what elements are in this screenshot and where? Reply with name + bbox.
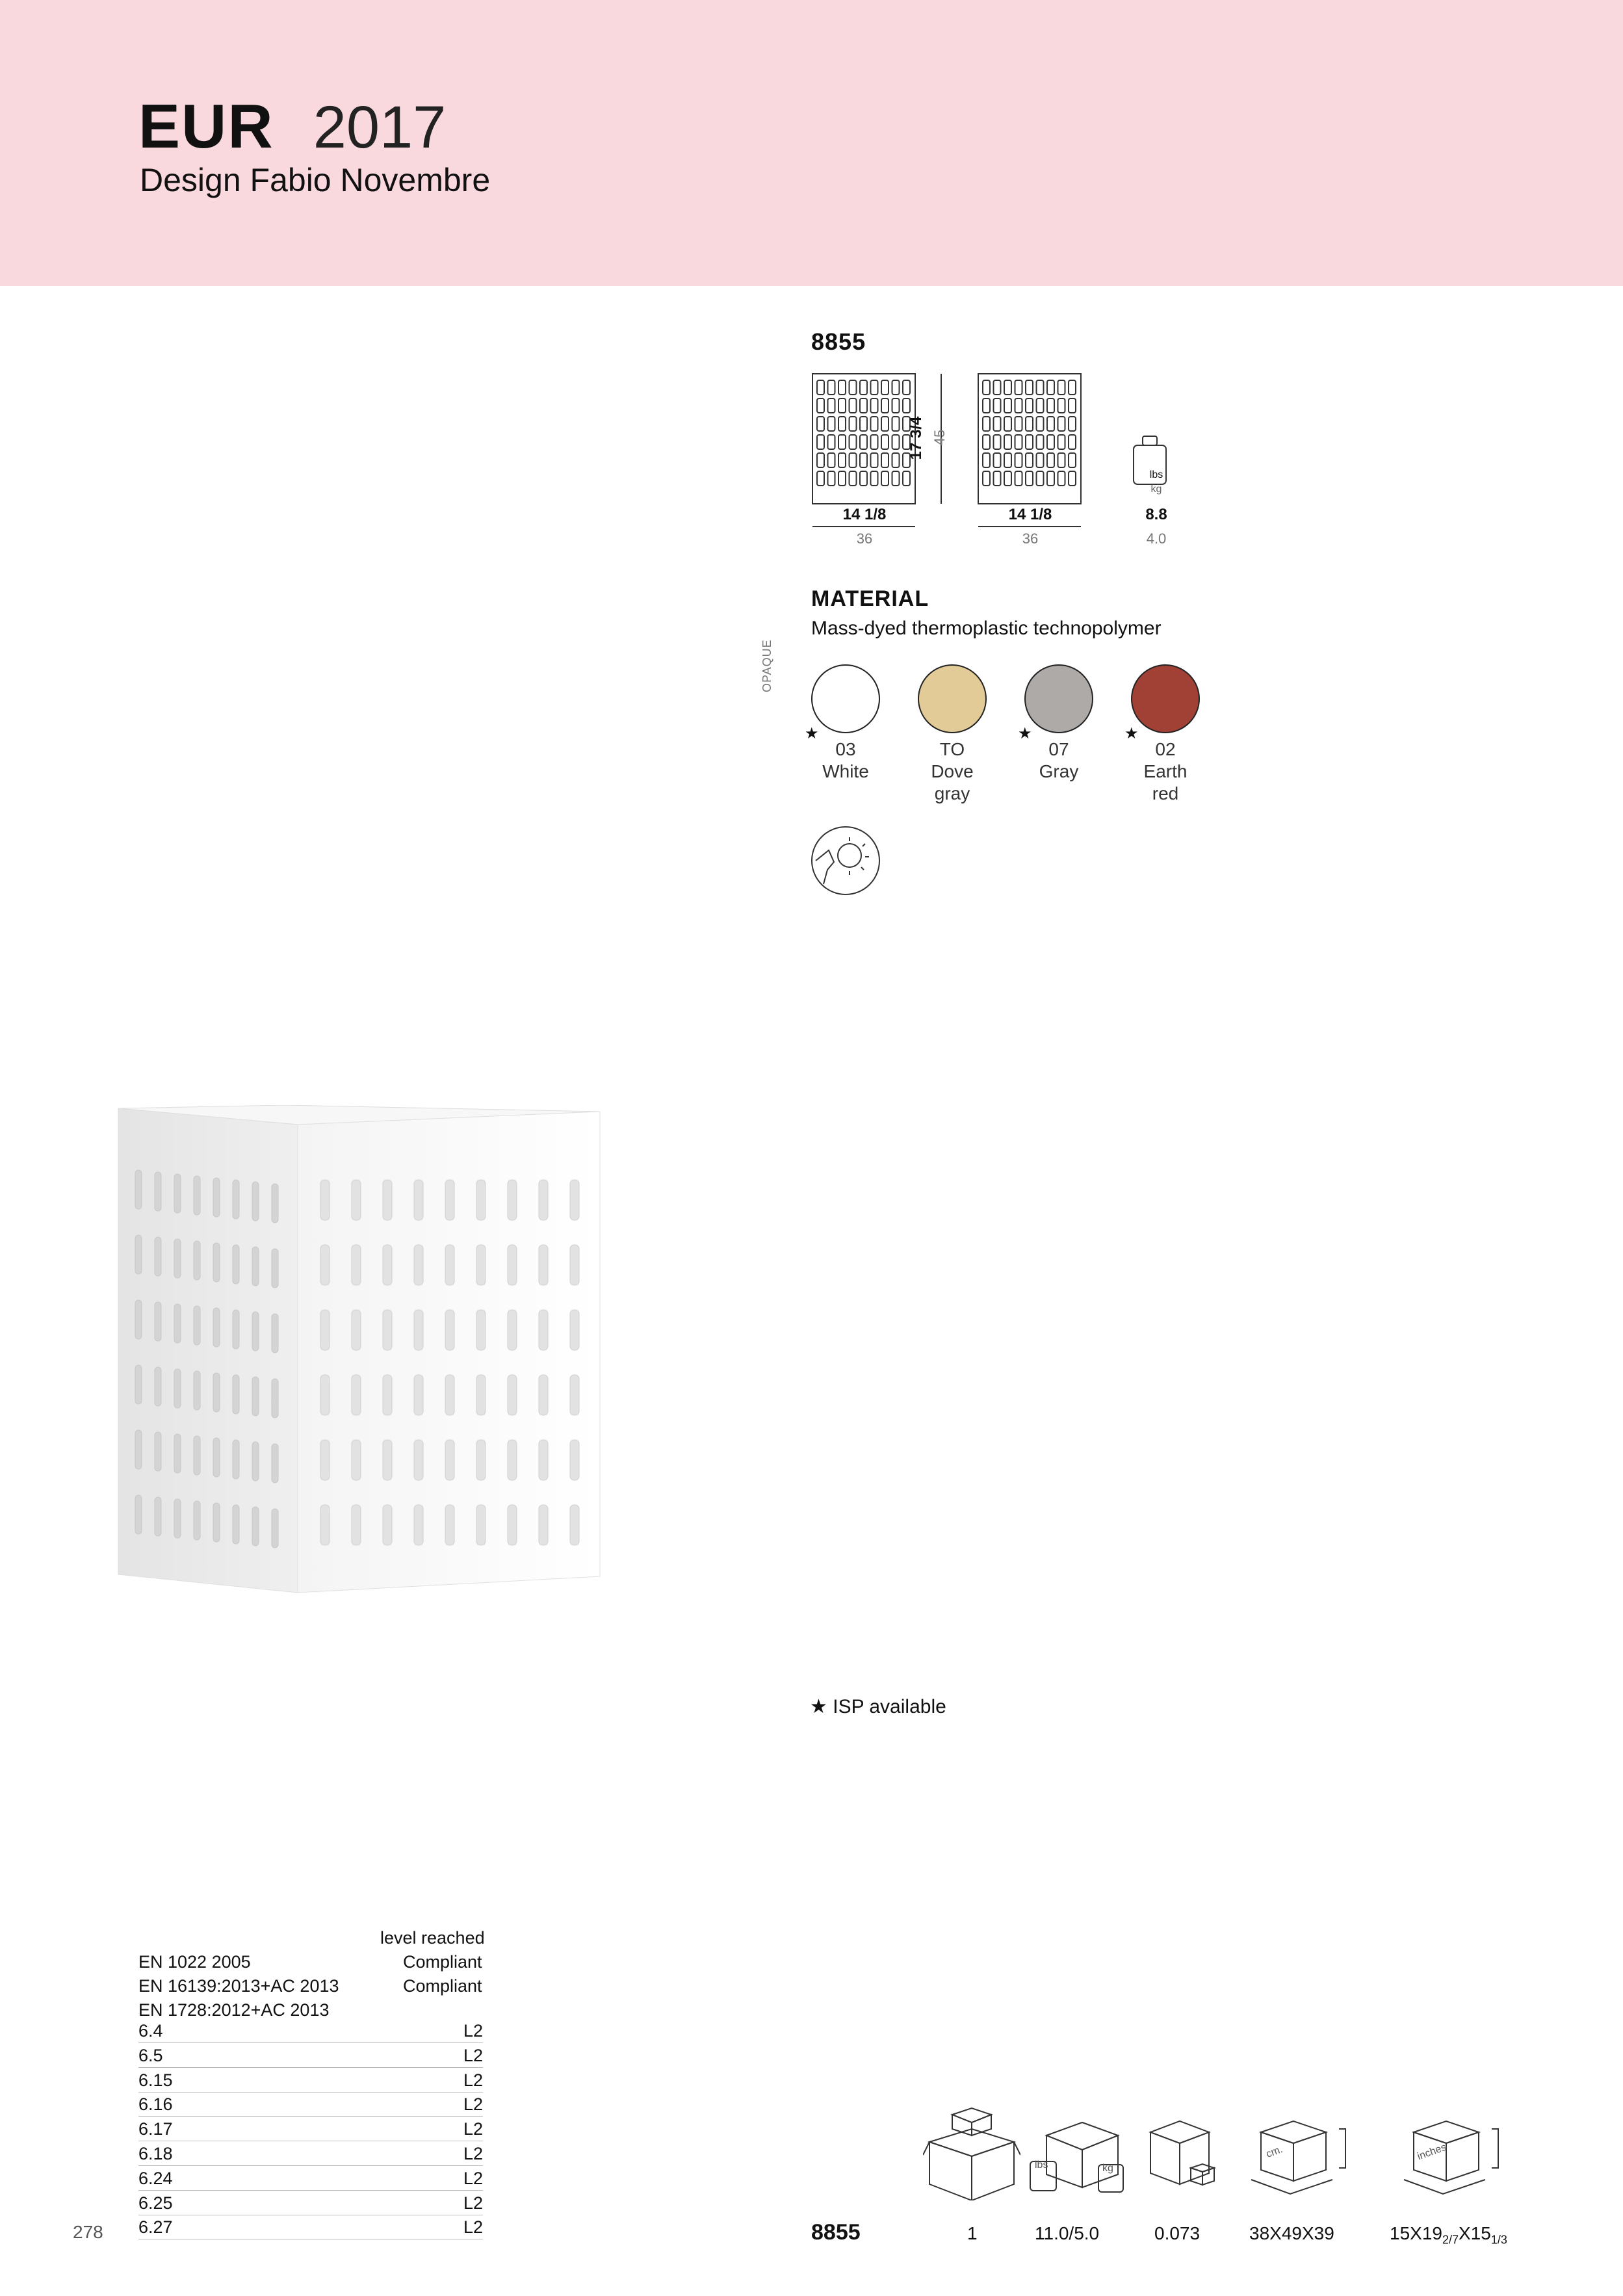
pk-icon-inches: inches [1416,2141,1448,2163]
test-level: L2 [463,2168,483,2188]
weight-icon-bottom-label: kg [1150,484,1162,495]
cube-window [414,1310,423,1350]
window-mark [903,471,910,486]
window-mark [817,380,824,395]
window-mark [871,398,878,413]
packaging-code: 8855 [811,2220,861,2245]
weight-lbs: 8.8 [1145,506,1167,523]
cube-window [570,1440,579,1480]
cube-window [213,1178,220,1217]
color-swatch-02[interactable] [1131,664,1200,733]
window-mark [871,471,878,486]
test-clause: 6.5 [138,2045,163,2065]
cube-window [233,1375,239,1414]
window-mark [881,471,889,486]
test-level: L2 [463,2193,483,2213]
cube-window [539,1505,548,1545]
window-mark [1015,417,1022,431]
cube-window [320,1505,330,1545]
window-mark [860,453,867,467]
isp-star-icon: ★ [1018,725,1032,742]
cube-window [445,1245,454,1285]
test-row [138,2167,483,2191]
window-mark [1026,435,1033,449]
product-name: EUR [138,92,274,161]
color-swatch-label: 07 Gray [1039,739,1079,781]
color-swatch-03[interactable] [811,664,880,733]
window-mark [838,453,846,467]
cube-window [194,1371,200,1410]
weight-icon-top-label: lbs [1149,469,1163,480]
test-row [138,2068,483,2093]
window-mark [994,471,1001,486]
test-clause: 6.24 [138,2168,173,2188]
window-mark [871,380,878,395]
window-mark [1026,453,1033,467]
window-mark [1069,398,1076,413]
cube-window [252,1507,259,1546]
window-mark [1004,471,1011,486]
cube-window [570,1505,579,1545]
cube-window [155,1302,161,1341]
packaging-volume: 0.073 [1154,2223,1201,2243]
cube-window [383,1180,392,1220]
depth-cm: 36 [1022,530,1039,547]
test-level: L2 [463,2045,483,2065]
cube-window [476,1505,486,1545]
window-mark [881,417,889,431]
isp-star-icon: ★ [1124,725,1139,742]
cube-window [135,1300,142,1339]
window-mark [850,471,857,486]
cube-window [252,1312,259,1351]
height-cm: 45 [931,429,948,446]
cube-window [135,1170,142,1209]
window-mark [1069,471,1076,486]
pk-icon-kg: kg [1102,2163,1113,2174]
cube-window [135,1495,142,1534]
cube-window [320,1310,330,1350]
window-mark [1026,471,1033,486]
window-mark [1004,435,1011,449]
cube-window [213,1373,220,1412]
cube-window [320,1180,330,1220]
product-code: 8855 [811,328,866,355]
window-mark [1069,380,1076,395]
window-mark [881,453,889,467]
window-mark [1058,471,1065,486]
material-title: MATERIAL [811,586,929,611]
pk-icon-cm: cm. [1264,2144,1284,2160]
test-clause: 6.25 [138,2193,173,2213]
cube-window [252,1442,259,1481]
window-mark [892,380,900,395]
test-clause: 6.27 [138,2217,173,2237]
cube-window [252,1377,259,1416]
window-mark [1004,417,1011,431]
color-swatch-label: 02 Earth red [1143,739,1188,803]
cube-window [320,1440,330,1480]
product-year: 2017 [313,94,447,161]
box-dimensions-cm-icon [1241,2103,1358,2207]
packaging-dims-inches: $15X19_{2/7}X15_{1/3}$ [1390,2223,1507,2247]
cube-window [476,1245,486,1285]
cube-window [135,1235,142,1274]
window-mark [817,435,824,449]
cube-window [352,1245,361,1285]
test-row [138,2044,483,2068]
test-row [138,2117,483,2141]
cube-window [352,1505,361,1545]
product-title [138,91,446,163]
window-mark [850,435,857,449]
test-level: L2 [463,2217,483,2237]
gross-weight-icon [1027,2103,1124,2200]
cube-window [383,1310,392,1350]
cube-window [233,1310,239,1349]
window-mark [994,380,1001,395]
test-level: L2 [463,2021,483,2041]
window-mark [817,471,824,486]
window-mark [994,453,1001,467]
cube-window [508,1440,517,1480]
cube-window [414,1440,423,1480]
window-mark [1058,435,1065,449]
cube-window [570,1375,579,1415]
window-mark [850,417,857,431]
test-clause: 6.15 [138,2070,173,2090]
window-mark [1037,380,1044,395]
cube-window [155,1497,161,1536]
window-mark [1047,453,1054,467]
window-mark [892,435,900,449]
cube-window [174,1304,181,1343]
test-row [138,2191,483,2215]
window-mark [1047,435,1054,449]
front-view-drawing [812,374,915,504]
test-level: L2 [463,2119,483,2139]
window-mark [860,435,867,449]
window-mark [1047,417,1054,431]
cube-window [252,1247,259,1286]
cube-window [445,1440,454,1480]
window-mark [871,435,878,449]
window-mark [1037,471,1044,486]
window-mark [1004,453,1011,467]
window-mark [1037,417,1044,431]
cube-window [383,1375,392,1415]
window-mark [838,471,846,486]
window-mark [983,417,990,431]
weight-kg: 4.0 [1146,530,1167,547]
window-mark [1004,380,1011,395]
window-mark [817,453,824,467]
cube-window [445,1310,454,1350]
test-clause: 6.4 [138,2021,163,2041]
window-mark [838,398,846,413]
window-mark [1058,417,1065,431]
cube-window [414,1505,423,1545]
window-mark [892,417,900,431]
window-mark [1015,471,1022,486]
cube-window [445,1505,454,1545]
window-mark [838,417,846,431]
cube-window [194,1176,200,1215]
window-mark [983,380,990,395]
window-mark [881,380,889,395]
cube-window [539,1180,548,1220]
color-swatch-label: 03 White [822,739,869,781]
window-mark [892,471,900,486]
cube-window [508,1375,517,1415]
window-mark [1015,380,1022,395]
cube-window [155,1237,161,1276]
packaging-dims-cm: 38X49X39 [1249,2223,1334,2243]
window-mark [850,398,857,413]
test-clause: 6.17 [138,2119,173,2139]
cube-window [414,1180,423,1220]
window-mark [1037,398,1044,413]
width-cm: 36 [856,530,873,547]
window-mark [1026,417,1033,431]
window-mark [817,417,824,431]
cube-window [272,1184,278,1223]
cube-window [414,1245,423,1285]
cube-window [476,1180,486,1220]
test-row [138,2142,483,2166]
window-mark [1058,453,1065,467]
window-mark [994,417,1001,431]
window-mark [1069,453,1076,467]
standard-value: Compliant [403,1952,482,1972]
window-mark [983,453,990,467]
test-level: L2 [463,2094,483,2115]
cube-window [233,1245,239,1284]
window-mark [828,435,835,449]
cube-window [272,1444,278,1483]
window-mark [881,435,889,449]
cube-window [155,1367,161,1406]
cube-window [233,1440,239,1479]
color-swatch-to[interactable] [918,664,987,733]
cube-window [508,1180,517,1220]
standard-name: EN 1728:2012+AC 2013 [138,2000,330,2020]
window-mark [881,398,889,413]
window-mark [828,417,835,431]
window-mark [1015,435,1022,449]
cube-window [155,1172,161,1211]
depth-inches: 14 1/8 [1008,506,1052,523]
standard-name: EN 16139:2013+AC 2013 [138,1976,339,1996]
window-mark [828,471,835,486]
window-mark [850,453,857,467]
uv-resistant-icon [809,824,882,897]
cube-window [570,1310,579,1350]
cube-window [476,1310,486,1350]
cube-window [272,1379,278,1418]
window-mark [1058,380,1065,395]
product-image-cube [116,1105,610,1599]
window-mark [1037,453,1044,467]
cube-window [539,1245,548,1285]
cube-window [508,1505,517,1545]
test-row [138,2215,483,2239]
test-level: L2 [463,2070,483,2090]
cube-window [539,1310,548,1350]
window-mark [892,453,900,467]
cube-window [445,1375,454,1415]
cube-window [352,1440,361,1480]
designer-credit: Design Fabio Novembre [140,162,491,198]
window-mark [860,380,867,395]
test-clause: 6.18 [138,2144,173,2163]
cube-window [320,1245,330,1285]
test-level: L2 [463,2144,483,2163]
window-mark [1047,471,1054,486]
cube-window [194,1306,200,1345]
cube-window [194,1241,200,1280]
volume-icon [1144,2103,1222,2200]
cube-window [174,1499,181,1538]
cube-window [352,1180,361,1220]
cube-window [233,1180,239,1219]
cube-window [174,1434,181,1473]
cube-window [272,1249,278,1288]
isp-note: ★ ISP available [810,1696,946,1717]
cube-window [213,1438,220,1477]
test-row [138,2019,483,2043]
window-mark [1015,398,1022,413]
cube-window [194,1501,200,1540]
width-inches: 14 1/8 [842,506,887,523]
window-mark [860,417,867,431]
window-mark [892,398,900,413]
cube-window [445,1180,454,1220]
packaging-pieces: 1 [967,2223,978,2243]
cube-window [272,1509,278,1548]
cube-window [194,1436,200,1475]
window-mark [860,471,867,486]
window-mark [1047,398,1054,413]
window-mark [850,380,857,395]
cube-window [508,1245,517,1285]
cube-window [352,1375,361,1415]
cube-window [233,1505,239,1544]
color-swatch-label: TO Dove gray [931,739,974,803]
pk-icon-lbs: lbs [1035,2159,1048,2171]
height-inches: 17 3/4 [907,416,925,460]
box-dimensions-inches-icon [1394,2103,1511,2207]
packaging-weight: 11.0/5.0 [1035,2223,1100,2243]
cube-window [352,1310,361,1350]
cube-window [174,1239,181,1278]
cube-window [155,1432,161,1471]
window-mark [994,398,1001,413]
page-number: 278 [73,2222,103,2242]
finish-label: OPAQUE [760,639,773,692]
cube-window [383,1505,392,1545]
cube-window [414,1375,423,1415]
cube-window [383,1245,392,1285]
window-mark [828,380,835,395]
window-mark [983,398,990,413]
cube-window [213,1308,220,1347]
window-mark [1026,398,1033,413]
cube-window [252,1182,259,1221]
window-mark [828,398,835,413]
material-description: Mass-dyed thermoplastic technopolymer [811,618,1162,639]
test-clause: 6.16 [138,2094,173,2115]
window-mark [1015,453,1022,467]
cube-window [213,1243,220,1282]
cube-window [508,1310,517,1350]
cube-window [213,1503,220,1542]
cube-window [476,1375,486,1415]
window-mark [1069,435,1076,449]
window-mark [1026,380,1033,395]
cube-window [539,1375,548,1415]
cube-window [383,1440,392,1480]
side-view-drawing [978,374,1081,504]
cube-window [539,1440,548,1480]
level-reached-header: level reached [380,1928,485,1948]
cube-window [570,1180,579,1220]
cube-window [135,1430,142,1469]
window-mark [1004,398,1011,413]
window-mark [1069,417,1076,431]
standard-name: EN 1022 2005 [138,1952,251,1972]
window-mark [838,435,846,449]
window-mark [1058,398,1065,413]
window-mark [838,380,846,395]
cube-window [320,1375,330,1415]
window-mark [817,398,824,413]
window-mark [871,417,878,431]
window-mark [903,380,910,395]
cube-window [476,1440,486,1480]
window-mark [860,398,867,413]
window-mark [983,471,990,486]
window-mark [1047,380,1054,395]
window-mark [1037,435,1044,449]
cube-window [570,1245,579,1285]
isp-star-icon: ★ [805,725,819,742]
cube-window [272,1314,278,1353]
pieces-per-box-icon [923,2103,1020,2200]
window-mark [983,435,990,449]
standard-value: Compliant [403,1976,482,1996]
test-row [138,2093,483,2117]
color-swatch-07[interactable] [1024,664,1093,733]
window-mark [871,453,878,467]
window-mark [828,453,835,467]
cube-window [174,1369,181,1408]
window-mark [994,435,1001,449]
cube-window [135,1365,142,1404]
cube-window [174,1174,181,1213]
